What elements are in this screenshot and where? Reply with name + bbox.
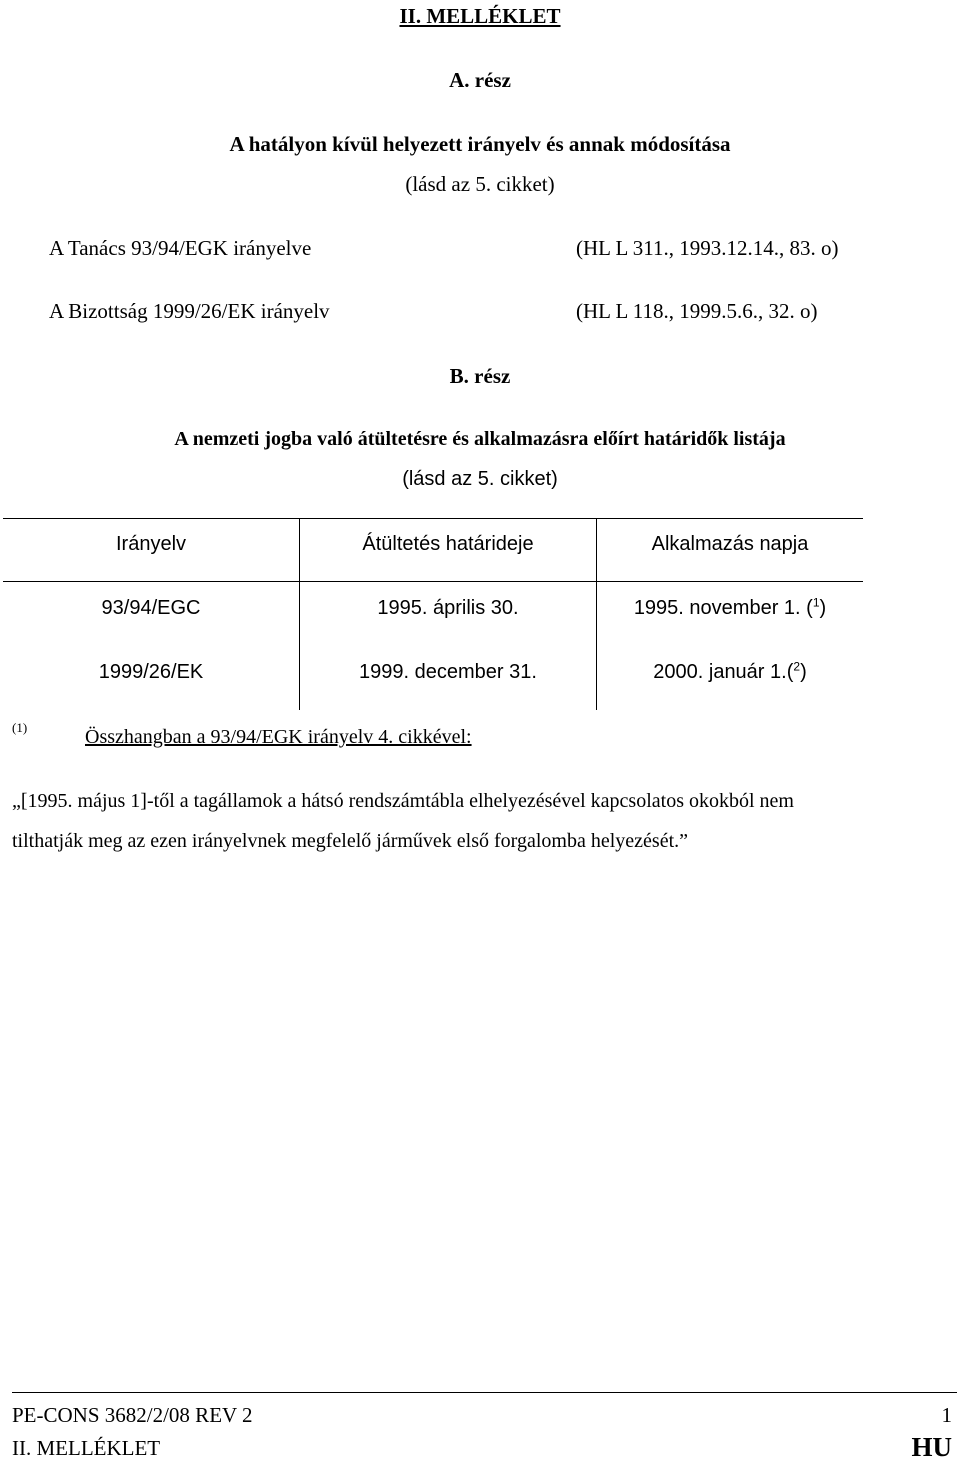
table-cell-application [597,597,863,620]
table-header-application: Alkalmazás napja [651,533,809,555]
part-b-title: A nemzeti jogba való átültetésre és alkalmazásra előírt határidők listája [174,428,786,450]
repealed-directive-name-2: A Bizottság 1999/26/EK irányelv [49,299,330,323]
footnote-reference: 2 [793,659,801,674]
table-header-directive: Irányelv [115,533,187,555]
footnote-text-line-2: tilthatják meg az ezen irányelvnek megfelelő járművek első forgalomba helyezését.” [12,830,689,852]
part-a-title: A hatályon kívül helyezett irányelv és annak módosítása [229,132,731,156]
footnote-text-line-1: „[1995. május 1]-től a tagállamok a hátsó rendszámtábla elhelyezésével kapcsolatos okokból nem [12,790,794,812]
footer-page-number: 1 [941,1403,952,1427]
footnote-reference-close: ) [800,661,807,683]
table-header-rule [3,581,863,582]
part-a-reference: (lásd az 5. cikket) [405,172,555,196]
part-b-heading: B. rész [449,364,511,388]
table-top-rule [3,518,863,519]
footnote-marker: (1) [12,720,28,735]
table-cell-directive: 93/94/EGC [101,597,201,619]
table-cell-transposition: 1995. április 30. [377,597,519,619]
part-a-heading: A. rész [449,68,511,92]
annex-title: II. MELLÉKLET [399,4,561,28]
footnote-title: Összhangban a 93/94/EGK irányelv 4. cikkével: [85,726,472,748]
repealed-directive-oj-2: (HL L 118., 1999.5.6., 32. o) [576,299,818,323]
table-cell-directive: 1999/26/EK [98,661,204,683]
footer-language-code: HU [911,1432,952,1462]
footer-annex-label: II. MELLÉKLET [12,1436,161,1460]
part-b-reference: (lásd az 5. cikket) [402,468,558,490]
application-date: 1995. november 1. ( [633,597,813,619]
footnote-reference: 1 [812,595,820,610]
footnote-reference-close: ) [819,597,827,619]
table-cell-application [597,661,863,684]
footer-rule [12,1392,957,1393]
table-header-transposition: Átültetés határideje [362,533,534,555]
footer-doc-ref: PE-CONS 3682/2/08 REV 2 [12,1403,253,1427]
repealed-directive-oj-1: (HL L 311., 1993.12.14., 83. o) [576,236,839,260]
repealed-directive-name-1: A Tanács 93/94/EGK irányelve [49,236,312,260]
application-date: 2000. január 1.( [653,661,794,683]
table-cell-transposition: 1999. december 31. [359,661,537,683]
